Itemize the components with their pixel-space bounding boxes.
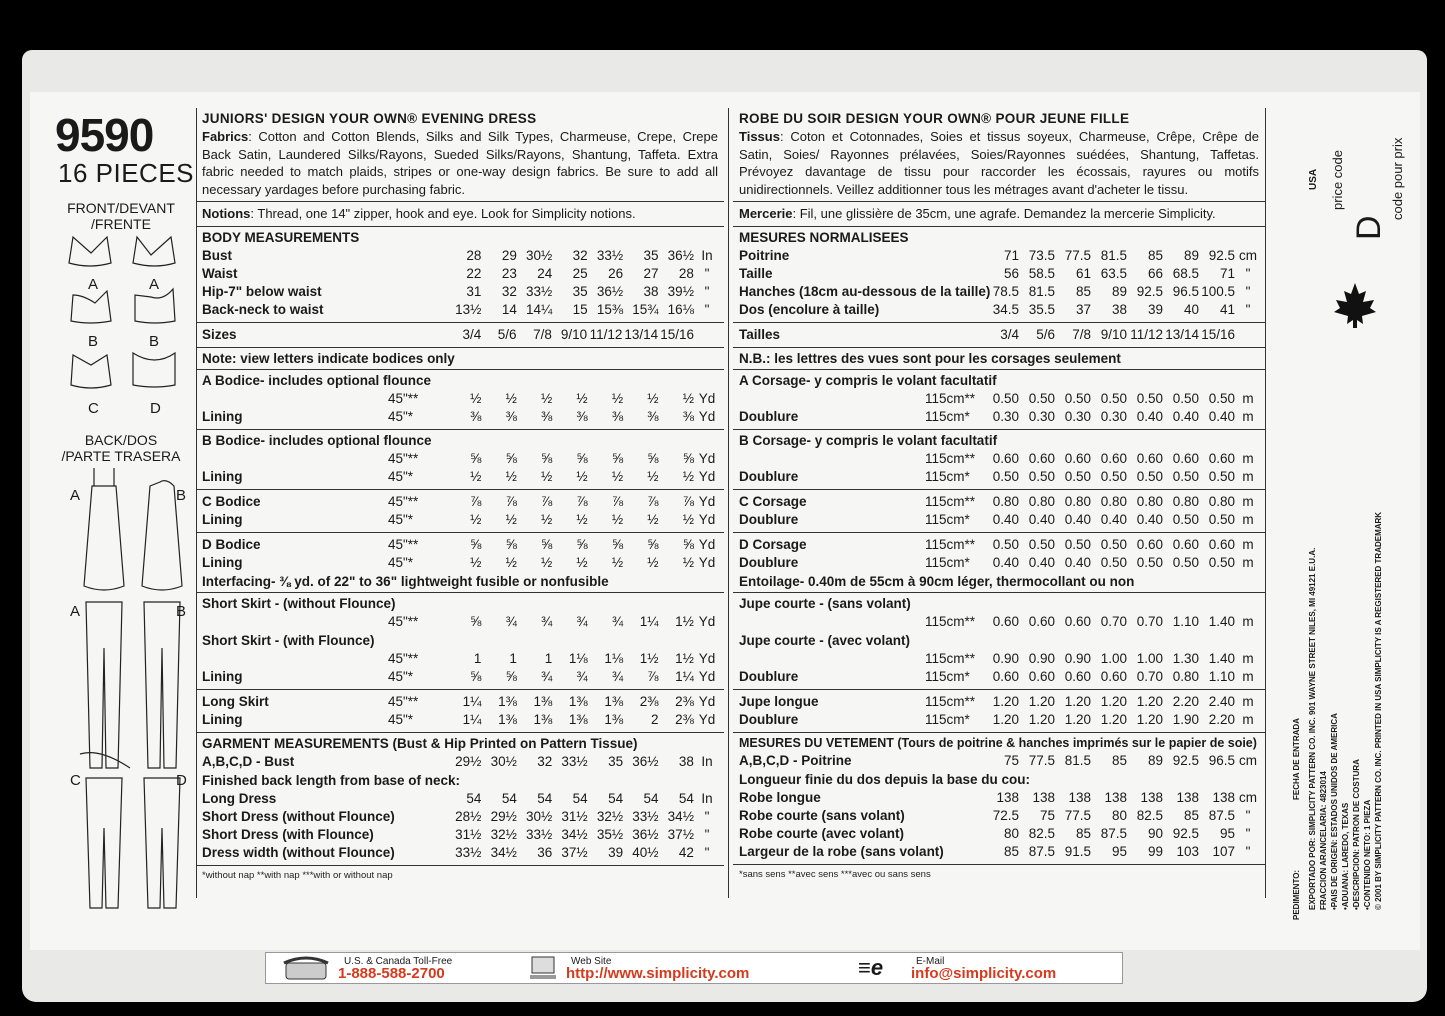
table-row: Doublure 115cm* 1.20 1.20 1.20 1.20 1.20 1.90 2.20 m [739,711,1254,727]
back-views-label: BACK/DOS /PARTE TRASERA [61,432,181,464]
table-row: C Corsage 115cm** 0.80 0.80 0.80 0.80 0.80 0.80 0.80 m [739,493,1254,509]
sizes-row: Sizes 3/4 5/6 7/8 9/10 11/12 13/14 15/16 [202,326,694,342]
mercerie-text: Mercerie: Fil, une glissière de 35cm, une agrafe. Demandez la mercerie Simplicity. [739,206,1216,221]
table-row: C Bodice 45"** ⅞ ⅞ ⅞ ⅞ ⅞ ⅞ ⅞ Yd [202,493,716,509]
fabrics-text: Fabrics: Cotton and Cotton Blends, Silks and Silk Types, Charmeuse, Crepe, Crepe Back Satin, Laundered Silks/Rayons, Sueded Silks/Rayons, Shantung, Taffeta. Extra fabric needed to match plaids, stripes or one-way design fabrics. Be sure to add all necessary yardages before purchasing fabric. [202,129,718,197]
english-title: JUNIORS' DESIGN YOUR OWN® EVENING DRESS [202,111,537,126]
table-row: Bust 28 29 30½ 32 33½ 35 36½ In [202,247,713,263]
footnote: *without nap **with nap ***with or without nap [202,869,393,881]
b-corsage-table [733,450,1265,486]
front-view-sketches [55,225,195,425]
tailles-row: Tailles 3/4 5/6 7/8 9/10 11/12 13/14 15/16 [739,326,1235,342]
table-row: Lining 45"* ½ ½ ½ ½ ½ ½ ½ Yd [202,511,716,527]
a-bodice-heading: A Bodice- includes optional flounce [202,372,432,388]
table-row: Largeur de la robe (sans volant) 85 87.5 91.5 95 99 103 107 " [739,843,1251,859]
contact-bar [265,952,1123,984]
table-row: Dos (encolure à taille) 34.5 35.5 37 38 39 40 41 " [739,301,1251,317]
column-divider [1265,108,1266,898]
email-label: E-Mail [916,956,945,967]
view-letter-a: A [88,276,99,293]
table-row: Hip-7" below waist 31 32 33½ 35 36½ 38 39½ " [202,283,710,299]
b-bodice-heading: B Bodice- includes optional flounce [202,432,432,448]
a-corsage-table [733,390,1265,426]
view-letter-a: A [70,603,81,620]
table-row: Doublure 115cm* 0.40 0.40 0.40 0.40 0.40 0.50 0.50 m [739,511,1254,527]
table-row: Lining 45"* ½ ½ ½ ½ ½ ½ ½ Yd [202,554,716,570]
table-row: Waist 22 23 24 25 26 27 28 " [202,265,710,281]
note-text: Note: view letters indicate bodices only [202,350,455,366]
entoilage-text: Entoilage- 0.40m de 55cm à 90cm léger, thermocollant ou non [739,573,1135,589]
c-corsage-table [733,493,1265,529]
garment-measurements-title: GARMENT MEASUREMENTS (Bust & Hip Printed on Pattern Tissue) [202,735,638,751]
d-corsage-table [733,536,1265,572]
export-info-line: •ADUANA: LAREDO, TEXAS [1341,802,1350,910]
table-row: Doublure 115cm* 0.50 0.50 0.50 0.50 0.50 0.50 0.50 m [739,468,1254,484]
pedimento-label: PEDIMENTO: [1292,869,1301,920]
table-row: 115cm** 0.60 0.60 0.60 0.60 0.60 0.60 0.60 m [925,450,1254,466]
table-row: Doublure 115cm* 0.60 0.60 0.60 0.60 0.70 0.80 1.10 m [739,668,1254,684]
view-letter-d: D [150,400,161,417]
table-row: 45"** ½ ½ ½ ½ ½ ½ ½ Yd [388,390,716,406]
table-row: Robe courte (sans volant) 72.5 75 77.5 80 82.5 85 87.5 " [739,807,1251,823]
table-row: Short Dress (with Flounce) 31½ 32½ 33½ 34½ 35½ 36½ 37½ " [202,826,710,842]
table-row: 45"** ⅝ ⅝ ⅝ ⅝ ⅝ ⅝ ⅝ Yd [388,450,716,466]
mesures-vetement-title: MESURES DU VETEMENT (Tours de poitrine & hanches imprimés sur le papier de soie) [739,735,1257,750]
back-view-sketches [80,468,200,908]
usa-label: USA [1308,168,1319,190]
phone-number[interactable]: 1-888-588-2700 [338,965,445,982]
code-pour-prix-label: code pour prix [1390,137,1405,220]
jupe-courte-sans-heading: Jupe courte - (sans volant) [739,595,911,611]
web-label: Web Site [571,956,612,967]
a-corsage-heading: A Corsage- y compris le volant facultatif [739,372,997,388]
longueur-text: Longueur finie du dos depuis la base du cou: [739,771,1031,787]
table-row: Lining 45"* 1¼ 1⅜ 1⅜ 1⅜ 1⅜ 2 2⅜ Yd [202,711,716,727]
table-row: Hanches (18cm au-dessous de la taille) 78.5 81.5 85 89 92.5 96.5 100.5 " [739,283,1251,299]
bust-row: A,B,C,D - Bust 29½ 30½ 32 33½ 35 36½ 38 In [202,753,713,769]
maple-leaf-icon [1330,280,1380,330]
a-bodice-table [196,390,724,426]
view-letter-c: C [70,772,81,789]
phone-label: U.S. & Canada Toll-Free [344,956,453,967]
jupe-courte-avec-table [733,650,1265,686]
mesures-vetement-table [733,789,1265,861]
body-measurements-table [196,247,724,319]
website-link[interactable]: http://www.simplicity.com [566,965,750,982]
back-length-text: Finished back length from base of neck: [202,772,461,788]
tissus-text: Tissus: Coton et Cotonnades, Soies et tissus soyeux, Charmeuse, Crêpe, Crêpe de Satin, Soies/ Rayonnes prélavées, Soies/Rayonnes suédées, Shantung, Taffetas. Prévoyez davantage de tissu pour raccorder les écossais, rayures ou motifs unidirectionnels. Veillez additionner tous les métrages avant d'acheter le tissu. [739,129,1259,197]
price-code-letter: D [1350,215,1388,240]
c-bodice-table [196,493,724,529]
table-row: Jupe longue 115cm** 1.20 1.20 1.20 1.20 1.20 2.20 2.40 m [739,693,1254,709]
english-instructions [196,107,724,885]
b-corsage-heading: B Corsage- y compris le volant facultatif [739,432,998,448]
d-bodice-table [196,536,724,572]
table-row: Long Skirt 45"** 1¼ 1⅜ 1⅜ 1⅜ 1⅜ 2⅜ 2⅜ Yd [202,693,716,709]
table-row: 115cm** 0.60 0.60 0.60 0.70 0.70 1.10 1.40 m [925,613,1254,629]
price-code-label: price code [1330,150,1345,210]
table-row: Taille 56 58.5 61 63.5 66 68.5 71 " [739,265,1251,281]
jupe-courte-sans-table [733,613,1265,631]
view-letter-b: B [176,487,187,504]
table-row: Long Dress 54 54 54 54 54 54 54 In [202,790,713,806]
computer-icon [528,955,558,981]
fecha-label: FECHA DE ENTRADA [1292,718,1301,800]
price-code-strip [1290,110,1420,920]
table-row: Short Dress (without Flounce) 28½ 29½ 30½ 31½ 32½ 33½ 34½ " [202,808,710,824]
short-skirt-with-table [196,650,724,686]
body-measurements-title: BODY MEASUREMENTS [202,229,360,245]
short-skirt-without-table [196,613,724,631]
poitrine-row: A,B,C,D - Poitrine 75 77.5 81.5 85 89 92.5 96.5 cm [739,752,1257,768]
footnote-fr: *sans sens **avec sens ***avec ou sans sens [739,868,931,880]
table-row: D Bodice 45"** ⅝ ⅝ ⅝ ⅝ ⅝ ⅝ ⅝ Yd [202,536,716,552]
table-row: Lining 45"* ½ ½ ½ ½ ½ ½ ½ Yd [202,468,716,484]
table-row: Doublure 115cm* 0.40 0.40 0.40 0.50 0.50 0.50 0.50 m [739,554,1254,570]
view-letter-c: C [88,400,99,417]
french-title: ROBE DU SOIR DESIGN YOUR OWN® POUR JEUNE FILLE [739,111,1130,126]
jupe-longue-table [733,693,1265,729]
mesures-normalisees-title: MESURES NORMALISEES [739,229,909,245]
export-info-line: •PAIS DE ORIGEN: ESTADOS UNIDOS DE AMERICA [1330,713,1339,910]
view-letter-a: A [70,487,81,504]
export-info-line: •CONTENIDO NETO: 1 PIEZA [1363,799,1372,910]
view-letter-b: B [88,333,99,350]
table-row: Back-neck to waist 13½ 14 14¼ 15 15⅜ 15¾ 16⅛ " [202,301,710,317]
table-row: Robe longue 138 138 138 138 138 138 138 cm [739,789,1257,805]
table-row: Poitrine 71 73.5 77.5 81.5 85 89 92.5 cm [739,247,1257,263]
email-link[interactable]: info@simplicity.com [911,965,1057,982]
table-row: Doublure 115cm* 0.30 0.30 0.30 0.30 0.40 0.40 0.40 m [739,408,1254,424]
front-views-label: FRONT/DEVANT /FRENTE [67,200,175,232]
table-row: D Corsage 115cm** 0.50 0.50 0.50 0.50 0.60 0.60 0.60 m [739,536,1254,552]
table-row: Lining 45"* ⅝ ⅝ ¾ ¾ ¾ ⅞ 1¼ Yd [202,668,716,684]
mesures-table [733,247,1265,319]
view-letter-a: A [149,276,160,293]
export-info-line: © 2001 BY SIMPLICITY PATTERN CO. INC. PRINTED IN USA SIMPLICITY IS A REGISTERED TRADEMARK [1374,511,1383,910]
pieces-count: 16 PIECES [58,158,195,188]
table-row: 45"** ⅝ ¾ ¾ ¾ ¾ 1¼ 1½ Yd [388,613,716,629]
garment-measurements-table [196,790,724,862]
french-instructions [733,107,1265,884]
export-info-line: •DESCRIPCION: PATRON DE COSTURA [1352,759,1361,910]
short-skirt-with-heading: Short Skirt - (with Flounce) [202,632,375,648]
notions-text: Notions: Thread, one 14" zipper, hook and eye. Look for Simplicity notions. [202,206,636,221]
view-letter-b: B [176,603,187,620]
long-skirt-table [196,693,724,729]
jupe-courte-avec-heading: Jupe courte - (avec volant) [739,632,911,648]
interfacing-text: Interfacing- ⅜ yd. of 22" to 36" lightweight fusible or nonfusible [202,573,609,589]
table-row: 115cm** 0.50 0.50 0.50 0.50 0.50 0.50 0.50 m [925,390,1254,406]
nb-text: N.B.: les lettres des vues sont pour les corsages seulement [739,350,1121,366]
table-row: 45"** 1 1 1 1⅛ 1⅛ 1½ 1½ Yd [388,650,716,666]
short-skirt-without-heading: Short Skirt - (without Flounce) [202,595,396,611]
table-row: Dress width (without Flounce) 33½ 34½ 36 37½ 39 40½ 42 " [202,844,710,860]
export-info-line: FRACCION ARANCELARIA: 4823014 [1319,771,1328,910]
table-row: Lining 45"* ⅜ ⅜ ⅜ ⅜ ⅜ ⅜ ⅜ Yd [202,408,716,424]
column-divider [728,108,729,898]
pattern-number: 9590 [55,109,154,161]
view-letter-b: B [149,333,160,350]
email-icon: ≡e [858,955,884,980]
export-info-line: EXPORTADO POR: SIMPLICITY PATTERN CO. INC. 901 WAYNE STREET NILES, MI 49121 E.U.A. [1308,547,1317,910]
b-bodice-table [196,450,724,486]
table-row: 115cm** 0.90 0.90 0.90 1.00 1.00 1.30 1.40 m [925,650,1254,666]
table-row: Robe courte (avec volant) 80 82.5 85 87.5 90 92.5 95 " [739,825,1251,841]
view-letter-d: D [176,772,187,789]
telephone-icon [280,955,336,981]
